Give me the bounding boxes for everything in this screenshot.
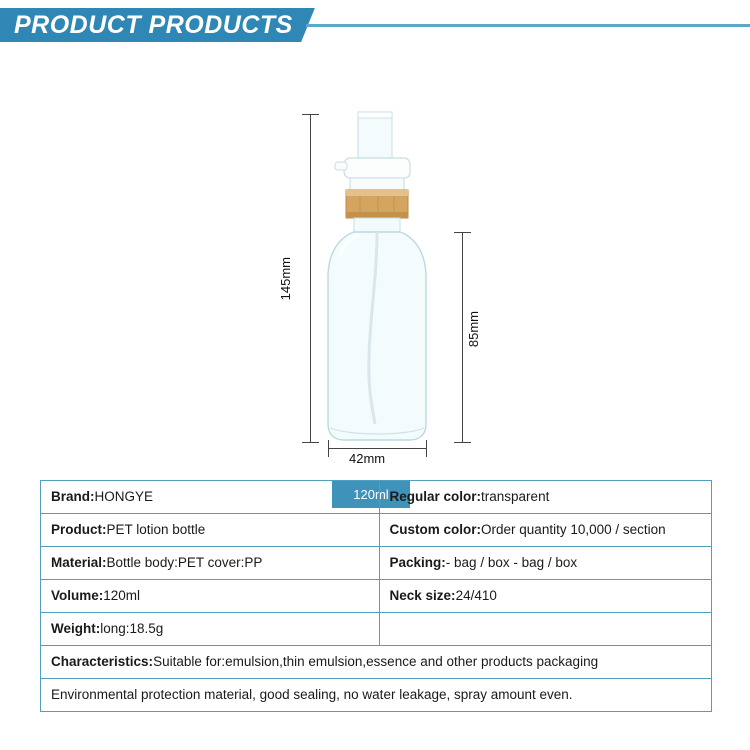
page-title: PRODUCT PRODUCTS [14, 11, 293, 39]
specifications-table [40, 480, 712, 712]
dim-body-height-cap-bottom [454, 442, 471, 443]
spec-cell-product [41, 514, 380, 547]
spec-value: long:18.5g [100, 621, 164, 636]
dim-width-cap-left [328, 440, 329, 457]
table-row-characteristics [41, 646, 712, 679]
spec-label: Brand: [51, 489, 95, 504]
spec-cell-neck-size [379, 580, 711, 613]
spec-value: Order quantity 10,000 / section [481, 522, 666, 537]
spec-cell-material [41, 547, 380, 580]
spec-label: Weight: [51, 621, 101, 636]
spec-label: Product: [51, 522, 107, 537]
spec-value: 120ml [103, 588, 141, 603]
spec-cell-custom-color [379, 514, 711, 547]
spec-label: Material: [51, 555, 107, 570]
table-row [41, 514, 712, 547]
dim-body-height-cap-top [454, 232, 471, 233]
spec-cell-characteristics [41, 646, 712, 679]
dim-width-cap-right [426, 440, 427, 457]
table-row [41, 613, 712, 646]
table-row [41, 481, 712, 514]
dim-width-line [328, 448, 426, 449]
table-row-note [41, 679, 712, 712]
spec-value: PET lotion bottle [106, 522, 206, 537]
dim-height-line [310, 114, 311, 442]
spec-label: Regular color: [389, 489, 482, 504]
spec-value: - bag / box - bag / box [445, 555, 578, 570]
spec-cell-empty [379, 613, 711, 646]
table-row [41, 580, 712, 613]
spec-label: Neck size: [389, 588, 456, 603]
header-divider-line [306, 24, 750, 27]
dim-width-label: 42mm [349, 451, 386, 466]
bottle-illustration [320, 106, 500, 456]
spec-cell-weight [41, 613, 380, 646]
spec-cell-packing [379, 547, 711, 580]
spec-value: Bottle body:PET cover:PP [106, 555, 263, 570]
volume-badge: 120ml [332, 480, 410, 508]
spec-cell-note: Environmental protection material, good sealing, no water leakage, spray amount even. [41, 679, 712, 712]
spec-label: Packing: [389, 555, 446, 570]
spec-label: Custom color: [389, 522, 482, 537]
dim-body-height-label: 85mm [466, 308, 481, 350]
spec-value: Suitable for:emulsion,thin emulsion,essence and other products packaging [153, 654, 599, 669]
spec-value: transparent [481, 489, 550, 504]
spec-value: 24/410 [455, 588, 497, 603]
spec-cell-brand [41, 481, 380, 514]
page-header [0, 0, 750, 46]
spec-label: Volume: [51, 588, 104, 603]
dim-height-cap-top [302, 114, 319, 115]
spec-cell-regular-color [379, 481, 711, 514]
spec-value: HONGYE [94, 489, 154, 504]
dim-height-cap-bottom [302, 442, 319, 443]
spec-label: Characteristics: [51, 654, 154, 669]
table-row [41, 547, 712, 580]
dim-height-label: 145mm [278, 254, 293, 303]
dim-body-height-line [462, 232, 463, 442]
spec-cell-volume [41, 580, 380, 613]
